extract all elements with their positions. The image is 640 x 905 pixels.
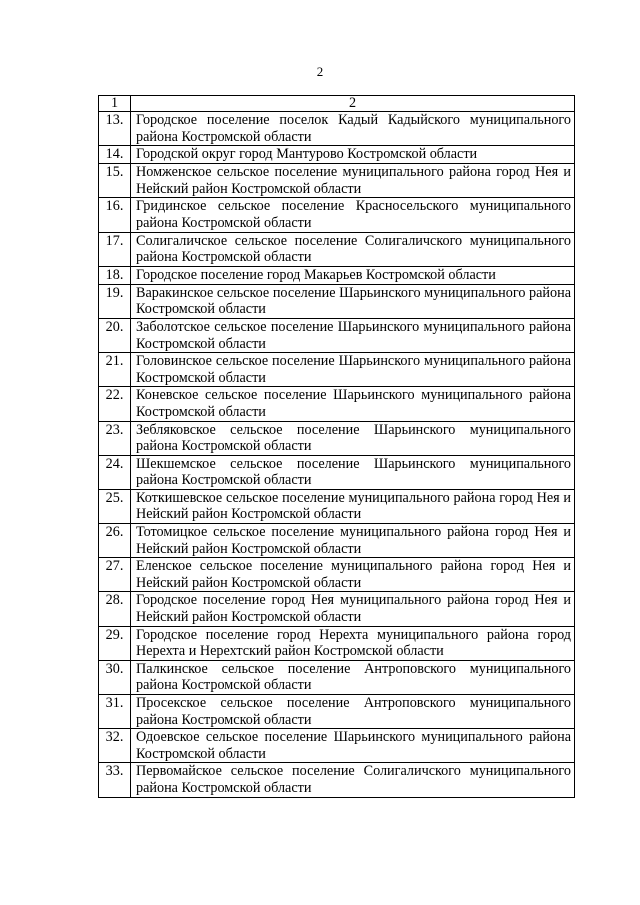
column-header-name: 2 bbox=[131, 96, 575, 112]
row-number: 29. bbox=[99, 626, 131, 660]
settlement-name: Первомайское сельское поселение Солигаличского муниципального района Костромской области bbox=[131, 763, 575, 797]
table-row bbox=[99, 318, 575, 352]
table-row bbox=[99, 455, 575, 489]
table-row bbox=[99, 232, 575, 266]
column-header-number: 1 bbox=[99, 96, 131, 112]
row-number: 25. bbox=[99, 489, 131, 523]
row-number: 28. bbox=[99, 592, 131, 626]
settlement-name: Солигаличское сельское поселение Солигаличского муниципального района Костромской области bbox=[131, 232, 575, 266]
row-number: 18. bbox=[99, 266, 131, 284]
row-number: 17. bbox=[99, 232, 131, 266]
table-row bbox=[99, 353, 575, 387]
table-row bbox=[99, 489, 575, 523]
settlement-name: Зебляковское сельское поселение Шарьинского муниципального района Костромской области bbox=[131, 421, 575, 455]
settlement-name: Шекшемское сельское поселение Шарьинского муниципального района Костромской области bbox=[131, 455, 575, 489]
settlement-name: Городское поселение город Макарьев Костромской области bbox=[131, 266, 575, 284]
settlement-name: Коневское сельское поселение Шарьинского муниципального района Костромской области bbox=[131, 387, 575, 421]
row-number: 19. bbox=[99, 284, 131, 318]
settlement-name: Палкинское сельское поселение Антроповского муниципального района Костромской области bbox=[131, 660, 575, 694]
table-row bbox=[99, 524, 575, 558]
table-row bbox=[99, 558, 575, 592]
table-row bbox=[99, 729, 575, 763]
table-row bbox=[99, 695, 575, 729]
table-row bbox=[99, 592, 575, 626]
page-number: 2 bbox=[316, 64, 324, 79]
row-number: 31. bbox=[99, 695, 131, 729]
settlement-name: Просекское сельское поселение Антроповского муниципального района Костромской области bbox=[131, 695, 575, 729]
row-number: 14. bbox=[99, 146, 131, 164]
settlement-name: Тотомицкое сельское поселение муниципального района город Нея и Нейский район Костромской области bbox=[131, 524, 575, 558]
settlement-name: Головинское сельское поселение Шарьинского муниципального района Костромской области bbox=[131, 353, 575, 387]
settlement-name: Гридинское сельское поселение Красносельского муниципального района Костромской области bbox=[131, 198, 575, 232]
row-number: 33. bbox=[99, 763, 131, 797]
table-row bbox=[99, 421, 575, 455]
settlement-name: Одоевское сельское поселение Шарьинского муниципального района Костромской области bbox=[131, 729, 575, 763]
row-number: 24. bbox=[99, 455, 131, 489]
table-row bbox=[99, 112, 575, 146]
settlement-name: Заболотское сельское поселение Шарьинского муниципального района Костромской области bbox=[131, 318, 575, 352]
row-number: 15. bbox=[99, 164, 131, 198]
table-row bbox=[99, 164, 575, 198]
settlement-name: Городской округ город Мантурово Костромской области bbox=[131, 146, 575, 164]
table-row bbox=[99, 146, 575, 164]
settlement-name: Коткишевское сельское поселение муниципального района город Нея и Нейский район Костромской области bbox=[131, 489, 575, 523]
settlement-name: Городское поселение поселок Кадый Кадыйского муниципального района Костромской области bbox=[131, 112, 575, 146]
row-number: 27. bbox=[99, 558, 131, 592]
settlement-name: Варакинское сельское поселение Шарьинского муниципального района Костромской области bbox=[131, 284, 575, 318]
row-number: 20. bbox=[99, 318, 131, 352]
settlement-name: Номженское сельское поселение муниципального района город Нея и Нейский район Костромской области bbox=[131, 164, 575, 198]
row-number: 23. bbox=[99, 421, 131, 455]
table-row bbox=[99, 198, 575, 232]
table-row bbox=[99, 284, 575, 318]
row-number: 21. bbox=[99, 353, 131, 387]
row-number: 30. bbox=[99, 660, 131, 694]
row-number: 16. bbox=[99, 198, 131, 232]
settlement-name: Городское поселение город Нерехта муниципального района город Нерехта и Нерехтский район Костромской области bbox=[131, 626, 575, 660]
table-header-row bbox=[99, 96, 575, 112]
row-number: 26. bbox=[99, 524, 131, 558]
table-row bbox=[99, 763, 575, 797]
settlement-name: Городское поселение город Нея муниципального района город Нея и Нейский район Костромской области bbox=[131, 592, 575, 626]
table-row bbox=[99, 626, 575, 660]
row-number: 32. bbox=[99, 729, 131, 763]
settlement-name: Еленское сельское поселение муниципального района город Нея и Нейский район Костромской области bbox=[131, 558, 575, 592]
row-number: 22. bbox=[99, 387, 131, 421]
table-row bbox=[99, 660, 575, 694]
settlements-table bbox=[98, 95, 575, 798]
table-row bbox=[99, 266, 575, 284]
row-number: 13. bbox=[99, 112, 131, 146]
table-row bbox=[99, 387, 575, 421]
